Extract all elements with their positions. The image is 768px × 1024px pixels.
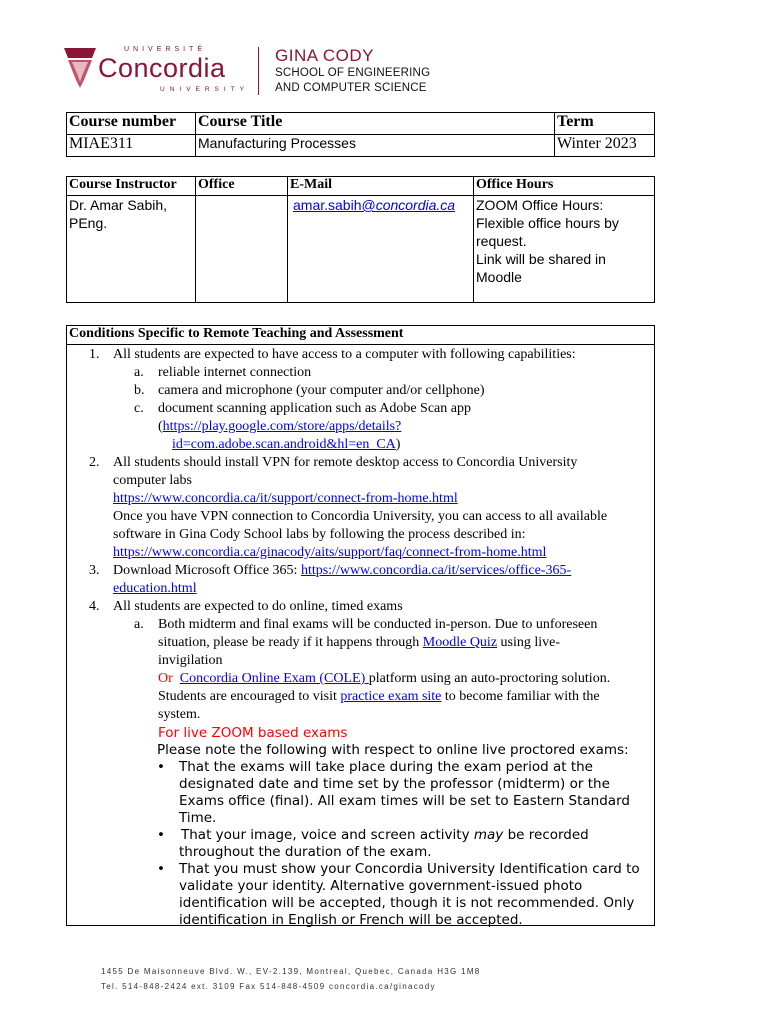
conditions-body (67, 345, 655, 926)
text: That your image, voice and screen activity (181, 827, 474, 843)
text: to become familiar with the (441, 689, 600, 704)
cole-line (158, 670, 610, 688)
bullet-line: validate your identity. Alternative government-issued photo (179, 878, 583, 894)
text: be recorded (503, 827, 589, 843)
office-hours-line: Flexible office hours by (476, 215, 619, 231)
school-line-2: AND COMPUTER SCIENCE (275, 82, 427, 94)
sub-letter: c. (134, 401, 144, 416)
footer-address: 1455 De Maisonneuve Blvd. W., EV-2.139, Montreal, Quebec, Canada H3G 1M8 (101, 967, 481, 976)
sub-item: Both midterm and final exams will be conducted in-person. Due to unforeseen (158, 617, 598, 632)
email-user: amar.sabih@ (293, 197, 376, 213)
paren: ) (395, 437, 401, 452)
concordia-logo-mark (62, 44, 98, 90)
logo-divider (258, 47, 259, 95)
bullet-line: That you must show your Concordia University Identification card to (179, 861, 640, 877)
bullet-line: identification in English or French will be accepted. (179, 912, 523, 928)
bullet-line (181, 826, 589, 844)
course-table (66, 112, 655, 157)
course-title-value: Manufacturing Processes (196, 135, 555, 157)
office-hours-cell (474, 196, 655, 303)
term-value: Winter 2023 (555, 135, 655, 157)
bullet-icon: • (157, 861, 165, 877)
text: platform using an auto-proctoring solution. (368, 671, 611, 686)
text: using live- (497, 635, 561, 650)
paren: ( (158, 419, 163, 434)
cole-link[interactable]: Concordia Online Exam (COLE) (179, 671, 369, 686)
school-line-1: SCHOOL OF ENGINEERING (275, 67, 431, 79)
list-item-cont: Once you have VPN connection to Concordia University, you can access to all available (113, 509, 608, 524)
list-item (113, 562, 571, 580)
email-link[interactable] (290, 197, 455, 213)
bullet-line: identification will be accepted, though it is not recommended. Only (179, 895, 635, 911)
adobe-scan-line-2 (172, 436, 400, 454)
sub-letter: b. (134, 383, 145, 398)
term-header: Term (555, 113, 655, 135)
list-item-cont: software in Gina Cody School labs by following the process described in: (113, 527, 526, 542)
office-365-label: Download Microsoft Office 365: (113, 563, 301, 578)
bullet-line: Exams office (final). All exam times will be set to Eastern Standard (179, 793, 630, 809)
sub-letter: a. (134, 617, 144, 632)
moodle-quiz-link[interactable]: Moodle Quiz (422, 635, 498, 650)
sub-item: camera and microphone (your computer and/or cellphone) (158, 383, 485, 398)
office-hours-header: Office Hours (474, 177, 655, 196)
or-text: Or (158, 671, 173, 686)
bullet-line: That the exams will take place during the exam period at the (179, 759, 593, 775)
school-title: GINA CODY (275, 46, 374, 65)
vpn-link[interactable]: https://www.concordia.ca/it/support/connect-from-home.html (113, 491, 458, 506)
logo-universite-text: UNIVERSITÉ (124, 46, 207, 53)
sub-item: document scanning application such as Adobe Scan app (158, 401, 471, 416)
conditions-title: Conditions Specific to Remote Teaching and Assessment (67, 326, 655, 345)
office-hours-line: Moodle (476, 269, 522, 285)
bullet-icon: • (157, 827, 165, 843)
sub-item-cont: system. (158, 707, 201, 722)
email-domain: concordia.ca (375, 197, 456, 213)
office-hours-line: ZOOM Office Hours: (476, 197, 604, 213)
adobe-scan-link[interactable]: https://play.google.com/store/apps/details? (162, 419, 402, 434)
adobe-scan-line-1 (158, 418, 401, 436)
sub-item-cont: invigilation (158, 653, 223, 668)
footer-contact: Tel. 514-848-2424 ext. 3109 Fax 514-848-4509 concordia.ca/ginacody (101, 982, 436, 991)
instructor-cell (67, 196, 196, 303)
logo-university-text: UNIVERSITY (160, 86, 250, 93)
bullet-icon: • (157, 759, 165, 775)
sub-letter: a. (134, 365, 144, 380)
adobe-scan-link-cont[interactable]: id=com.adobe.scan.android&hl=en_CA (172, 437, 396, 452)
course-title-header: Course Title (196, 113, 555, 135)
conditions-table (66, 325, 655, 926)
bullet-line: designated date and time set by the professor (midterm) or the (179, 776, 610, 792)
list-number: 1. (89, 347, 100, 362)
instructor-name: Dr. Amar Sabih, (69, 197, 168, 213)
instructor-table (66, 176, 655, 303)
zoom-exams-heading: For live ZOOM based exams (158, 725, 348, 741)
zoom-intro: Please note the following with respect to online live proctored exams: (157, 742, 629, 758)
instructor-title: PEng. (69, 215, 108, 231)
practice-line (158, 688, 600, 706)
practice-exam-link[interactable]: practice exam site (340, 689, 442, 704)
course-number-value: MIAE311 (67, 135, 196, 157)
sub-item: reliable internet connection (158, 365, 312, 380)
logo-concordia-wordmark: Concordia (98, 53, 226, 83)
office-hours-line: Link will be shared in (476, 251, 606, 267)
office-cell (196, 196, 288, 303)
email-cell (288, 196, 474, 303)
sub-item-cont (158, 634, 560, 652)
course-number-header: Course number (67, 113, 196, 135)
list-item: All students are expected to do online, timed exams (113, 599, 403, 614)
office-hours-line: request. (476, 233, 527, 249)
text: situation, please be ready if it happens through (158, 635, 423, 650)
list-number: 3. (89, 563, 100, 578)
list-number: 4. (89, 599, 100, 614)
ginacody-labs-link[interactable]: https://www.concordia.ca/ginacody/aits/support/faq/connect-from-home.html (113, 545, 547, 560)
text: Students are encouraged to visit (158, 689, 341, 704)
list-number: 2. (89, 455, 100, 470)
email-header: E-Mail (288, 177, 474, 196)
office-365-link-cont[interactable]: education.html (113, 581, 197, 596)
office-header: Office (196, 177, 288, 196)
emphasis: may (473, 827, 504, 843)
office-365-link[interactable]: https://www.concordia.ca/it/services/office-365- (300, 563, 572, 578)
list-item: All students are expected to have access to a computer with following capabilities: (113, 347, 576, 362)
list-item-cont: computer labs (113, 473, 192, 488)
list-item: All students should install VPN for remote desktop access to Concordia University (113, 455, 578, 470)
bullet-line: Time. (179, 810, 217, 826)
bullet-line: throughout the duration of the exam. (179, 844, 432, 860)
instructor-header: Course Instructor (67, 177, 196, 196)
